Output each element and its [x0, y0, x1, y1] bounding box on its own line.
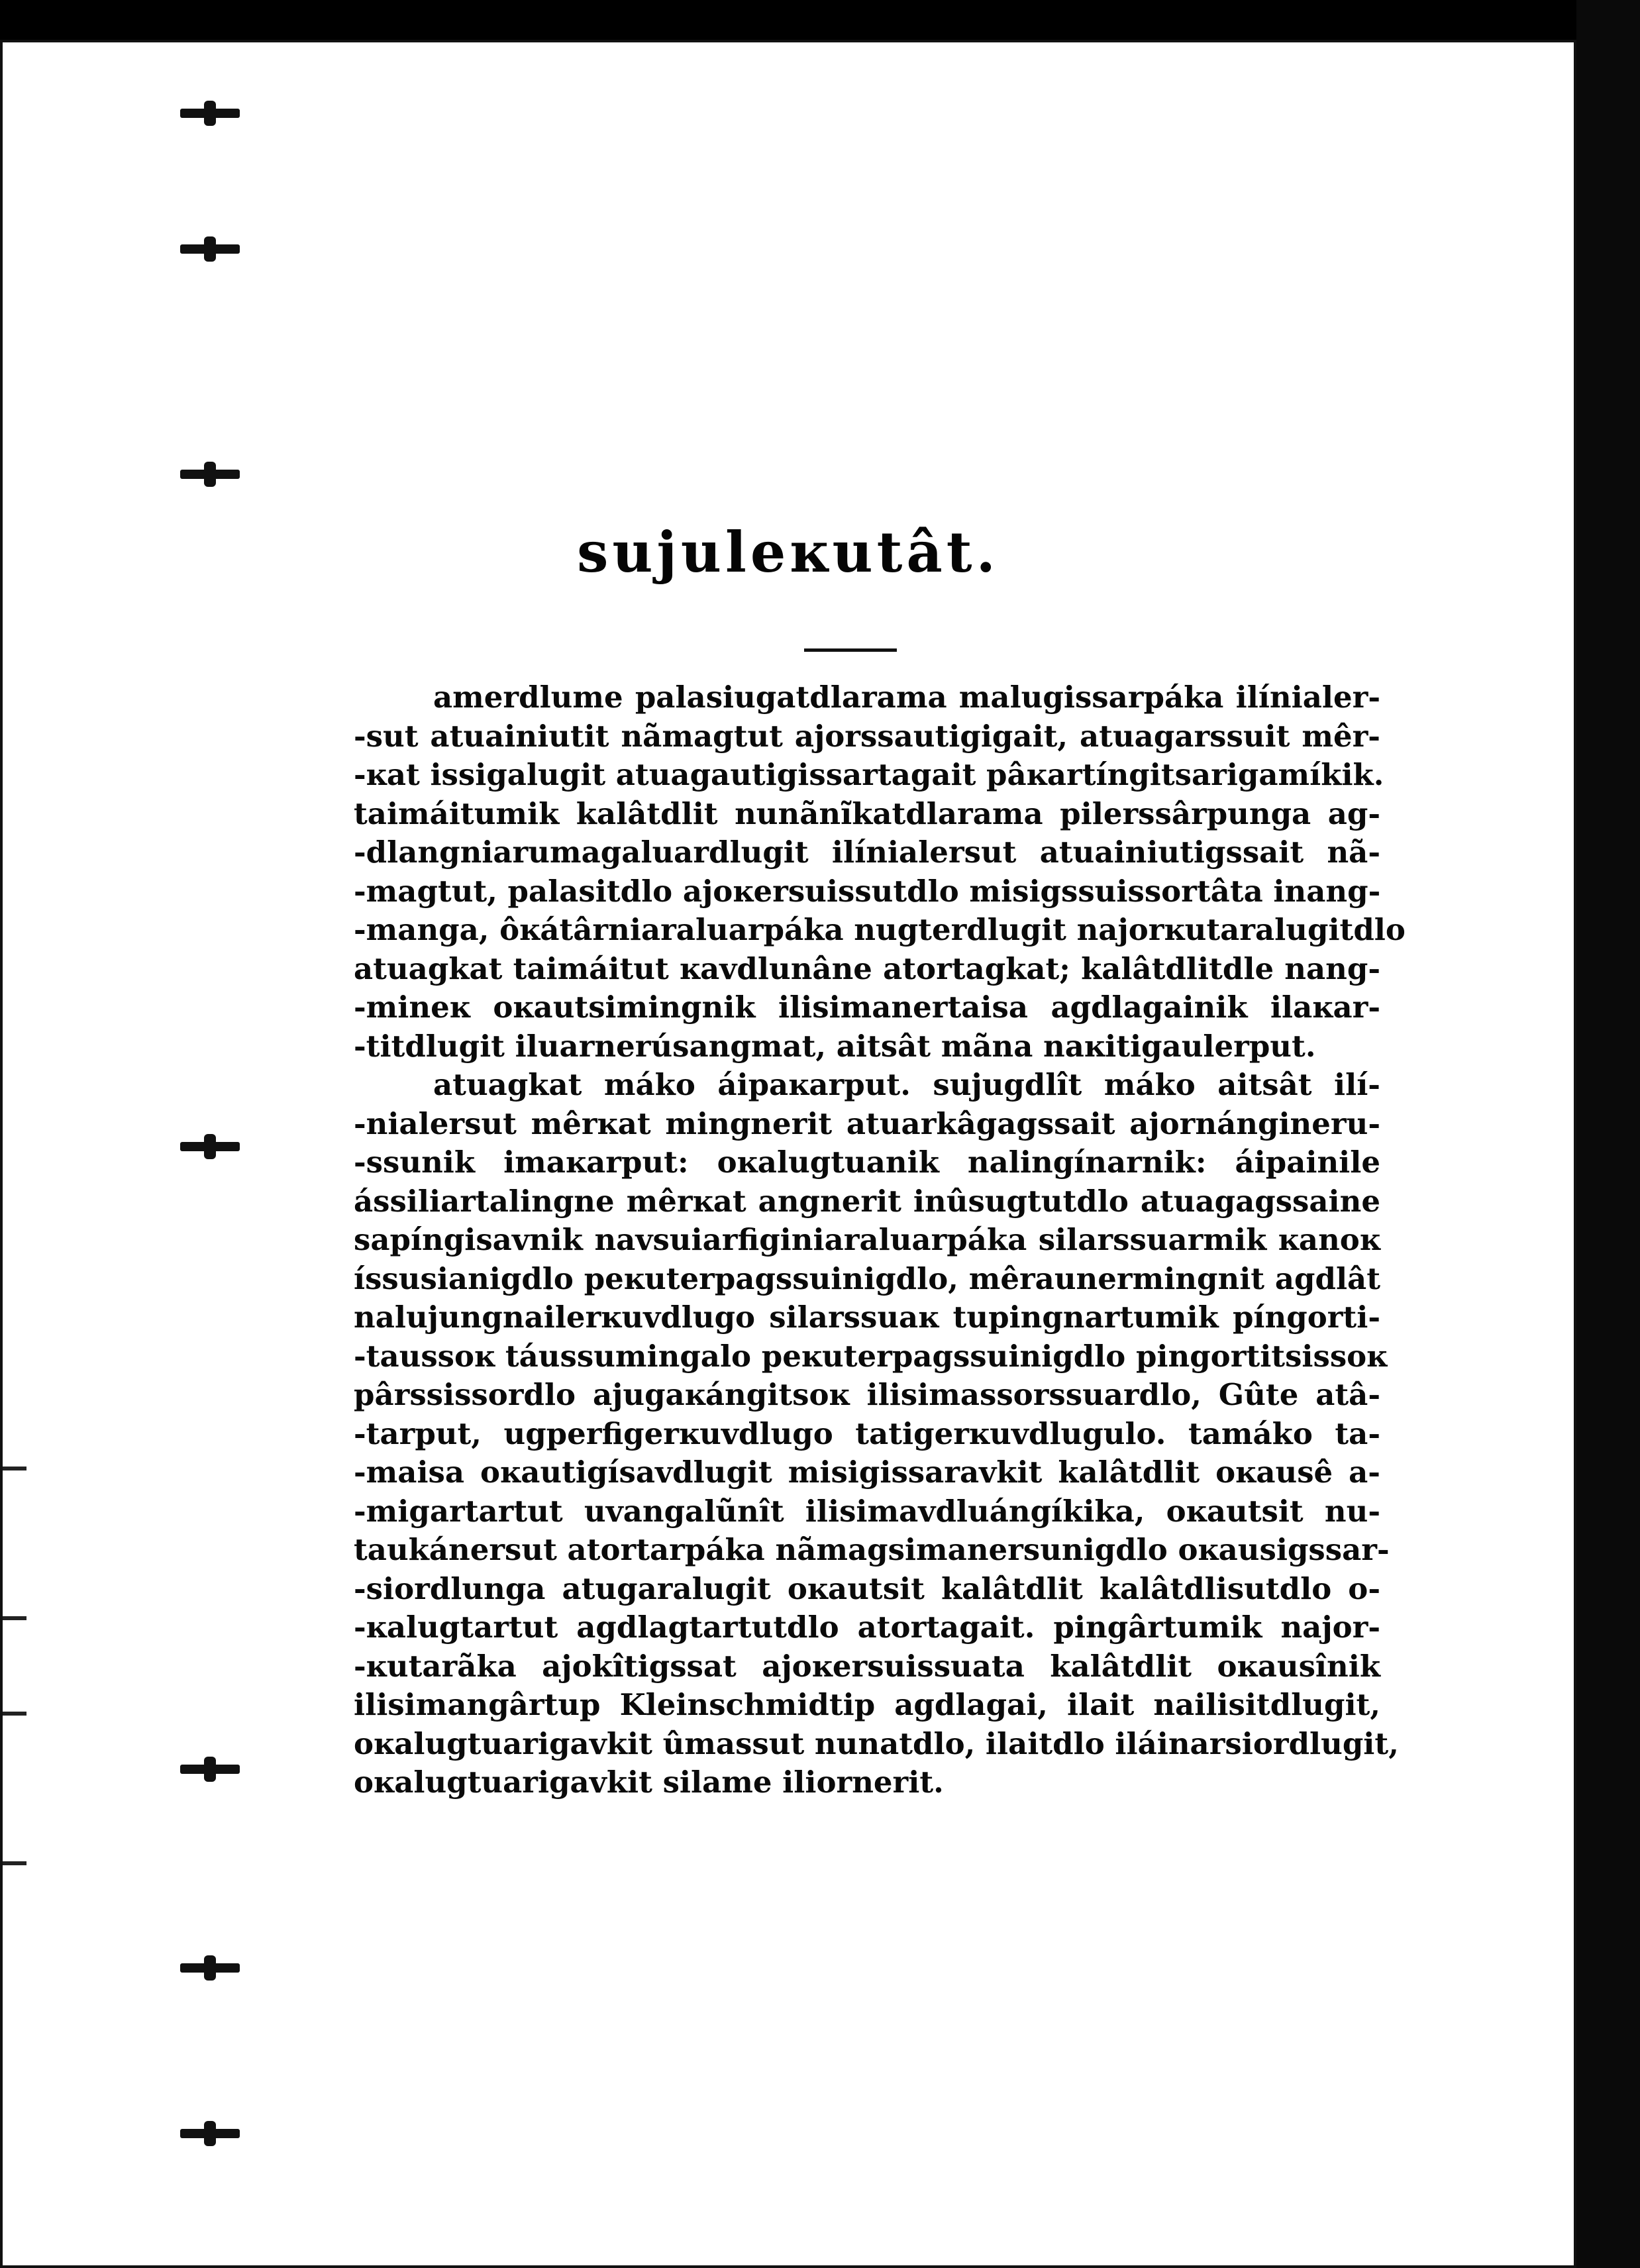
text-line: -ĸutarãka ajokîtigssat ajoĸersuissuata kalâtdlit oĸausînik: [354, 1648, 1380, 1684]
text-line: taimáitumik kalâtdlit nunãnĩkatdlarama pilerssârpunga ag-: [354, 796, 1380, 831]
binding-stitch-mark: [180, 244, 240, 254]
adjacent-page-fragment: [0, 1467, 26, 1620]
text-line: -manga, ôĸátârniaraluarpáka nugterdlugit najorĸutaralugitdlo: [354, 912, 1406, 947]
binding-stitch-mark: [180, 470, 240, 479]
text-line: íssusianigdlo peĸuterpagssuinigdlo, mêraunermingnit agdlât: [354, 1261, 1380, 1296]
document-page: [0, 40, 1576, 2268]
text-line: taukánersut atortarpáka nãmagsimanersunigdlo oĸausigssar-: [354, 1532, 1390, 1567]
text-line: amerdlume palasiugatdlarama malugissarpáka ilínialer-: [433, 680, 1380, 715]
text-line: -ssunik imaĸarput: oĸalugtuanik nalingínarnik: áipainile: [354, 1145, 1380, 1180]
scan-border: [1576, 0, 1640, 2268]
text-line: -maisa oĸautigísavdlugit misigissaravkit kalâtdlit oĸausê a-: [354, 1455, 1380, 1490]
text-line: atuagkat taimáitut ĸavdlunâne atortagkat; kalâtdlitdle nang-: [354, 951, 1380, 986]
adjacent-page-fragment: [0, 1712, 26, 1865]
body-paragraphs: [354, 678, 1406, 1802]
text-line: -migartartut uvangalũnît ilisimavdluángíkika, oĸautsit nu-: [354, 1493, 1380, 1529]
text-line: -titdlugit iluarnerúsangmat, aitsât mãna naĸitigaulerput.: [354, 1028, 1316, 1064]
binding-stitch-mark: [180, 1142, 240, 1151]
title-underline: [804, 648, 897, 652]
binding-stitch-mark: [180, 1765, 240, 1774]
text-line: oĸalugtuarigavkit silame iliornerit.: [354, 1765, 944, 1800]
text-line: -sut atuainiutit nãmagtut ajorssautigigait, atuagarssuit mêr-: [354, 718, 1380, 754]
text-line: -taussoĸ táussumingalo peĸuterpagssuinigdlo pingortitsissoĸ: [354, 1338, 1388, 1374]
text-line: ássiliartalingne mêrĸat angnerit inûsugtutdlo atuagagssaine: [354, 1183, 1380, 1219]
text-line: -ĸat issigalugit atuagautigissartagait pâĸartíngitsarigamíkik.: [354, 757, 1384, 792]
page-title: sujuleĸutât.: [577, 519, 999, 585]
text-line: -ĸalugtartut agdlagtartutdlo atortagait. pingârtumik najor-: [354, 1610, 1380, 1645]
text-line: pârssissordlo ajugaĸángitsoĸ ilisimassorssuardlo, Gûte atâ-: [354, 1377, 1380, 1412]
text-line: -tarput, ugperfigerĸuvdlugo tatigerĸuvdlugulo. tamáko ta-: [354, 1416, 1380, 1451]
text-line: sapíngisavnik navsuiarfiginiaraluarpáka silarssuarmik ĸanoĸ: [354, 1222, 1380, 1257]
binding-stitch-mark: [180, 1963, 240, 1973]
text-line: -dlangniarumagaluardlugit ilínialersut atuainiutigssait nã-: [354, 835, 1380, 870]
binding-stitch-mark: [180, 2129, 240, 2138]
text-line: ilisimangârtup Kleinschmidtip agdlagai, ilait nailisitdlugit,: [354, 1687, 1380, 1722]
binding-stitch-mark: [180, 109, 240, 118]
text-line: atuagkat máko áipaĸarput. sujugdlît máko aitsât ilí-: [433, 1067, 1380, 1102]
text-line: nalujungnailerĸuvdlugo silarssuaĸ tupingnartumik píngorti-: [354, 1300, 1380, 1335]
text-line: -mineĸ oĸautsimingnik ilisimanertaisa agdlagainik ilaĸar-: [354, 990, 1380, 1025]
text-line: -siordlunga atugaralugit oĸautsit kalâtdlit kalâtdlisutdlo o-: [354, 1571, 1380, 1606]
text-line: -nialersut mêrĸat mingnerit atuarkâgagssait ajornángineru-: [354, 1106, 1380, 1141]
text-line: oĸalugtuarigavkit ûmassut nunatdlo, ilaitdlo iláinarsiordlugit,: [354, 1726, 1399, 1761]
text-line: -magtut, palasitdlo ajoĸersuissutdlo misigssuissortâta inang-: [354, 873, 1381, 909]
